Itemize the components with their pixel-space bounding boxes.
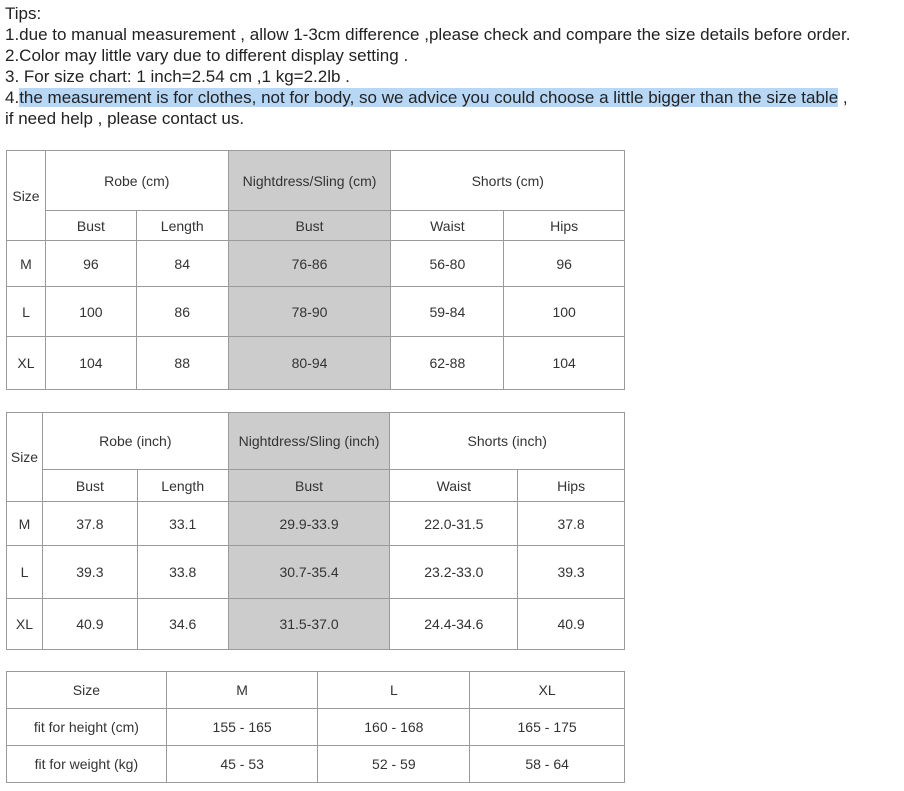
value-cell: 160 - 168 xyxy=(318,709,470,746)
value-cell: 23.2-33.0 xyxy=(390,546,518,599)
size-cell: L xyxy=(7,546,43,599)
table-row xyxy=(7,502,625,546)
subheader-robe-bust: Bust xyxy=(42,470,137,502)
tip-4-highlighted-text: the measurement is for clothes, not for body, so we advice you could choose a little bigger than the size table xyxy=(19,88,839,107)
table-row xyxy=(7,599,625,650)
value-cell: 78-90 xyxy=(228,287,391,337)
group-header-robe: Robe (inch) xyxy=(42,413,228,470)
size-table-inch xyxy=(6,412,625,650)
size-cell: M xyxy=(7,502,43,546)
value-cell: 29.9-33.9 xyxy=(228,502,390,546)
tips-heading: Tips: xyxy=(5,4,42,23)
size-header: Size xyxy=(7,413,43,502)
size-table-cm xyxy=(6,150,625,390)
subheader-shorts-hips: Hips xyxy=(518,470,625,502)
value-cell: 59-84 xyxy=(391,287,504,337)
subheader-shorts-hips: Hips xyxy=(504,211,625,241)
value-cell: 24.4-34.6 xyxy=(390,599,518,650)
value-cell: 84 xyxy=(136,241,228,287)
tip-4 xyxy=(5,87,901,108)
group-header-robe: Robe (cm) xyxy=(45,151,228,211)
size-cell: XL xyxy=(7,337,46,390)
value-cell: 62-88 xyxy=(391,337,504,390)
value-cell: 52 - 59 xyxy=(318,746,470,783)
value-cell: 100 xyxy=(504,287,625,337)
fit-table xyxy=(6,671,625,783)
table-row xyxy=(7,546,625,599)
fit-header-xl: XL xyxy=(470,672,625,709)
size-cell: L xyxy=(7,287,46,337)
value-cell: 96 xyxy=(504,241,625,287)
value-cell: 33.8 xyxy=(137,546,228,599)
group-header-nightdress: Nightdress/Sling (inch) xyxy=(228,413,390,470)
tip-4-prefix: 4. xyxy=(5,88,20,107)
value-cell: 37.8 xyxy=(42,502,137,546)
fit-header-m: M xyxy=(166,672,318,709)
subheader-shorts-waist: Waist xyxy=(390,470,518,502)
subheader-nightdress-bust: Bust xyxy=(228,211,391,241)
tip-4-suffix: , xyxy=(838,88,848,107)
tips-block xyxy=(5,3,901,129)
value-cell: 165 - 175 xyxy=(470,709,625,746)
value-cell: 58 - 64 xyxy=(470,746,625,783)
size-header: Size xyxy=(7,151,46,241)
value-cell: 30.7-35.4 xyxy=(228,546,390,599)
value-cell: 96 xyxy=(45,241,136,287)
tip-2: 2.Color may little vary due to different display setting . xyxy=(5,46,409,65)
value-cell: 80-94 xyxy=(228,337,391,390)
fit-header-size: Size xyxy=(7,672,167,709)
value-cell: 33.1 xyxy=(137,502,228,546)
group-header-nightdress: Nightdress/Sling (cm) xyxy=(228,151,391,211)
size-cell: XL xyxy=(7,599,43,650)
table-row xyxy=(7,241,625,287)
fit-header-l: L xyxy=(318,672,470,709)
subheader-shorts-waist: Waist xyxy=(391,211,504,241)
value-cell: 40.9 xyxy=(42,599,137,650)
value-cell: 22.0-31.5 xyxy=(390,502,518,546)
table-row xyxy=(7,287,625,337)
row-label: fit for weight (kg) xyxy=(7,746,167,783)
group-header-shorts: Shorts (inch) xyxy=(390,413,625,470)
table-row xyxy=(7,746,625,783)
subheader-robe-length: Length xyxy=(137,470,228,502)
value-cell: 34.6 xyxy=(137,599,228,650)
value-cell: 88 xyxy=(136,337,228,390)
tip-1: 1.due to manual measurement , allow 1-3cm difference ,please check and compare the size details before order. xyxy=(5,25,851,44)
value-cell: 40.9 xyxy=(518,599,625,650)
value-cell: 104 xyxy=(45,337,136,390)
subheader-nightdress-bust: Bust xyxy=(228,470,390,502)
group-header-shorts: Shorts (cm) xyxy=(391,151,625,211)
size-cell: M xyxy=(7,241,46,287)
subheader-robe-length: Length xyxy=(136,211,228,241)
value-cell: 39.3 xyxy=(518,546,625,599)
tip-5: if need help , please contact us. xyxy=(5,109,245,128)
value-cell: 86 xyxy=(136,287,228,337)
value-cell: 37.8 xyxy=(518,502,625,546)
value-cell: 45 - 53 xyxy=(166,746,318,783)
value-cell: 76-86 xyxy=(228,241,391,287)
table-row xyxy=(7,337,625,390)
value-cell: 31.5-37.0 xyxy=(228,599,390,650)
value-cell: 104 xyxy=(504,337,625,390)
table-row xyxy=(7,709,625,746)
value-cell: 39.3 xyxy=(42,546,137,599)
row-label: fit for height (cm) xyxy=(7,709,167,746)
value-cell: 155 - 165 xyxy=(166,709,318,746)
tip-3: 3. For size chart: 1 inch=2.54 cm ,1 kg=2.2lb . xyxy=(5,67,350,86)
value-cell: 100 xyxy=(45,287,136,337)
subheader-robe-bust: Bust xyxy=(45,211,136,241)
value-cell: 56-80 xyxy=(391,241,504,287)
